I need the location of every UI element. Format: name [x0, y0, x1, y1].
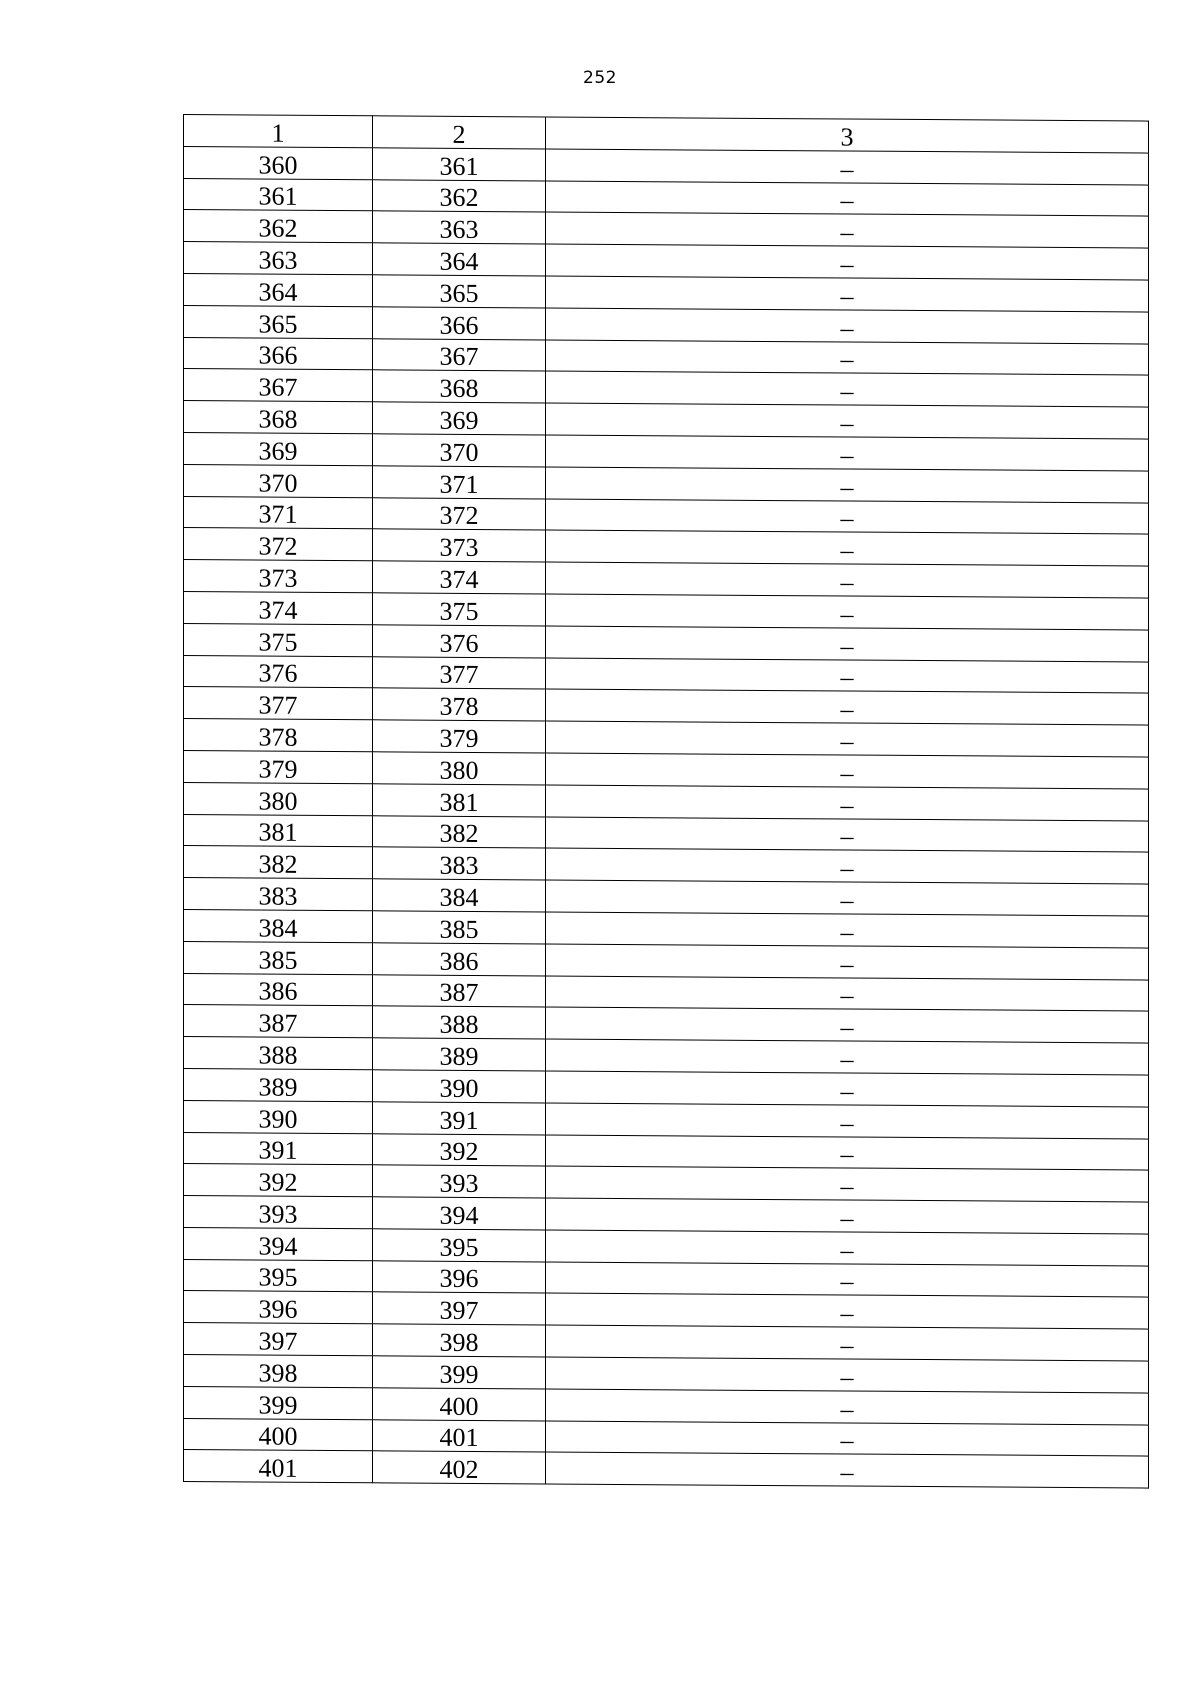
table-cell-col1: 371	[184, 496, 373, 529]
table-cell-col2: 401	[373, 1419, 546, 1452]
table-cell-col3: –	[546, 721, 1149, 757]
table-cell-col3: –	[546, 626, 1149, 662]
table-cell-col2: 364	[373, 243, 546, 276]
table-cell-col2: 365	[373, 275, 546, 308]
table-cell-col3: –	[546, 403, 1149, 439]
table-cell-col2: 391	[373, 1101, 546, 1134]
table-cell-col2: 395	[373, 1229, 546, 1262]
column-header-3: 3	[546, 117, 1149, 153]
table-cell-col2: 397	[373, 1292, 546, 1325]
table-cell-col1: 361	[184, 178, 373, 211]
table-cell-col1: 363	[184, 242, 373, 275]
table-cell-col2: 393	[373, 1165, 546, 1198]
table-cell-col2: 389	[373, 1038, 546, 1071]
table-cell-col3: –	[546, 1262, 1149, 1298]
table-cell-col1: 395	[184, 1259, 373, 1292]
table-cell-col2: 400	[373, 1388, 546, 1421]
table-cell-col1: 379	[184, 750, 373, 783]
page-number: 252	[583, 68, 617, 88]
table-cell-col3: –	[546, 880, 1149, 916]
table-cell-col2: 378	[373, 688, 546, 721]
table-cell-col1: 375	[184, 623, 373, 656]
table-cell-col3: –	[546, 1071, 1149, 1107]
table-cell-col3: –	[546, 530, 1149, 566]
table-cell-col3: –	[546, 1325, 1149, 1361]
table-cell-col1: 380	[184, 782, 373, 815]
table-cell-col3: –	[546, 816, 1149, 852]
table-cell-col3: –	[546, 912, 1149, 948]
table-cell-col3: –	[546, 753, 1149, 789]
table-cell-col1: 365	[184, 305, 373, 338]
table-cell-col1: 399	[184, 1386, 373, 1419]
table-cell-col1: 385	[184, 941, 373, 974]
table-cell-col3: –	[546, 181, 1149, 217]
table-cell-col1: 394	[184, 1227, 373, 1260]
table-cell-col1: 390	[184, 1100, 373, 1133]
table-cell-col3: –	[546, 467, 1149, 503]
table-cell-col2: 362	[373, 179, 546, 212]
table-cell-col1: 369	[184, 432, 373, 465]
table-cell-col3: –	[546, 340, 1149, 376]
table-cell-col1: 400	[184, 1418, 373, 1451]
table-cell-col3: –	[546, 1134, 1149, 1170]
table-cell-col2: 396	[373, 1260, 546, 1293]
table-cell-col3: –	[546, 149, 1149, 185]
table-cell-col2: 368	[373, 370, 546, 403]
table-cell-col2: 367	[373, 338, 546, 371]
table-cell-col1: 367	[184, 369, 373, 402]
table-cell-col2: 371	[373, 466, 546, 499]
table-cell-col3: –	[546, 1293, 1149, 1329]
table-cell-col2: 390	[373, 1070, 546, 1103]
table-cell-col2: 375	[373, 593, 546, 626]
table-cell-col2: 381	[373, 784, 546, 817]
table-row	[184, 1450, 1149, 1488]
table-cell-col3: –	[546, 212, 1149, 248]
table-cell-col1: 401	[184, 1450, 373, 1483]
table-cell-col1: 386	[184, 973, 373, 1006]
table-cell-col2: 379	[373, 720, 546, 753]
table-cell-col2: 387	[373, 974, 546, 1007]
table-cell-col3: –	[546, 975, 1149, 1011]
table-cell-col3: –	[546, 785, 1149, 821]
table-cell-col1: 378	[184, 719, 373, 752]
table-cell-col1: 382	[184, 846, 373, 879]
table-cell-col2: 384	[373, 879, 546, 912]
table-cell-col1: 372	[184, 528, 373, 561]
table-cell-col2: 386	[373, 943, 546, 976]
table-cell-col3: –	[546, 944, 1149, 980]
table-cell-col2: 374	[373, 561, 546, 594]
table-cell-col2: 363	[373, 211, 546, 244]
table-cell-col1: 391	[184, 1132, 373, 1165]
column-header-2: 2	[373, 116, 546, 149]
table-cell-col2: 380	[373, 752, 546, 785]
table-cell-col3: –	[546, 1421, 1149, 1457]
table-cell-col3: –	[546, 1198, 1149, 1234]
table-cell-col1: 370	[184, 464, 373, 497]
table-cell-col2: 383	[373, 847, 546, 880]
table-cell-col3: –	[546, 276, 1149, 312]
table-cell-col2: 361	[373, 148, 546, 181]
column-header-1: 1	[184, 115, 373, 148]
table-cell-col1: 383	[184, 878, 373, 911]
table-cell-col1: 362	[184, 210, 373, 243]
table-cell-col3: –	[546, 848, 1149, 884]
table-cell-col1: 364	[184, 273, 373, 306]
table-cell-col1: 397	[184, 1323, 373, 1356]
table-cell-col3: –	[546, 244, 1149, 280]
table-cell-col2: 394	[373, 1197, 546, 1230]
table-cell-col3: –	[546, 1452, 1149, 1488]
table-cell-col1: 387	[184, 1005, 373, 1038]
table-cell-col2: 373	[373, 529, 546, 562]
table-cell-col2: 385	[373, 911, 546, 944]
table-cell-col1: 388	[184, 1037, 373, 1070]
table-cell-col1: 368	[184, 401, 373, 434]
table-cell-col3: –	[546, 1357, 1149, 1393]
table-cell-col2: 402	[373, 1451, 546, 1484]
table-cell-col3: –	[546, 658, 1149, 694]
table-cell-col1: 373	[184, 560, 373, 593]
table-cell-col2: 392	[373, 1133, 546, 1166]
table-cell-col2: 366	[373, 307, 546, 340]
table-body	[184, 115, 1149, 1489]
table-cell-col3: –	[546, 308, 1149, 344]
table-cell-col1: 393	[184, 1196, 373, 1229]
table-cell-col2: 399	[373, 1356, 546, 1389]
table-cell-col3: –	[546, 1389, 1149, 1425]
table-cell-col3: –	[546, 1039, 1149, 1075]
table-cell-col1: 396	[184, 1291, 373, 1324]
table-cell-col1: 398	[184, 1355, 373, 1388]
table-cell-col1: 376	[184, 655, 373, 688]
table-cell-col2: 382	[373, 815, 546, 848]
table-cell-col3: –	[546, 371, 1149, 407]
data-table	[183, 114, 1149, 1489]
table-cell-col3: –	[546, 594, 1149, 630]
table-cell-col3: –	[546, 1230, 1149, 1266]
table-cell-col3: –	[546, 562, 1149, 598]
table-cell-col1: 366	[184, 337, 373, 370]
table-cell-col1: 392	[184, 1164, 373, 1197]
table-cell-col1: 377	[184, 687, 373, 720]
table-cell-col1: 360	[184, 146, 373, 179]
table-cell-col3: –	[546, 1007, 1149, 1043]
table-cell-col3: –	[546, 499, 1149, 535]
table-cell-col2: 369	[373, 402, 546, 435]
table-cell-col3: –	[546, 1103, 1149, 1139]
table-cell-col1: 384	[184, 909, 373, 942]
table-cell-col1: 381	[184, 814, 373, 847]
table-cell-col3: –	[546, 435, 1149, 471]
table-cell-col3: –	[546, 1166, 1149, 1202]
table-cell-col3: –	[546, 689, 1149, 725]
table-cell-col2: 398	[373, 1324, 546, 1357]
table-cell-col2: 372	[373, 497, 546, 530]
table-cell-col2: 376	[373, 625, 546, 658]
table-cell-col2: 377	[373, 656, 546, 689]
table-cell-col1: 389	[184, 1068, 373, 1101]
table-cell-col2: 370	[373, 434, 546, 467]
table-cell-col1: 374	[184, 591, 373, 624]
table-cell-col2: 388	[373, 1006, 546, 1039]
